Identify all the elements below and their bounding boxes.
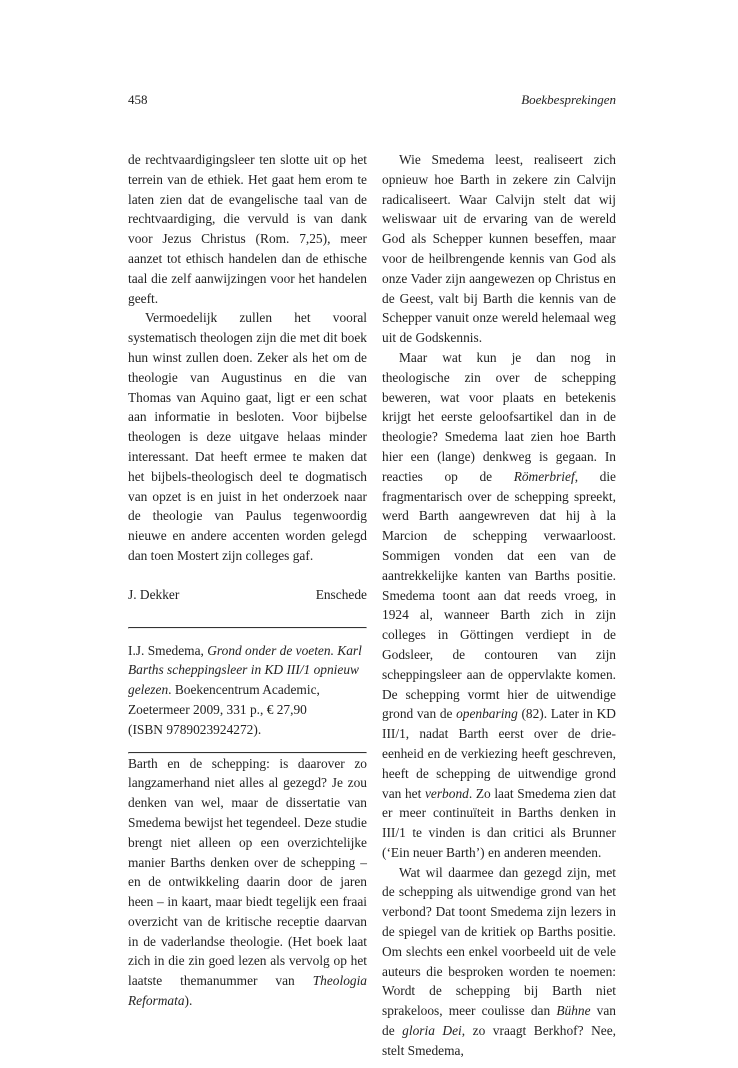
left-paragraph-3-text: Barth en de schepping: is daarover zo langzamerhand niet alles al gezegd? Je zou denken van wel, maar de dissertatie van Smedema bewijst het tegendeel. Deze studie brengt niet alleen op een overzichtelijke manier Barths denken over de schepping – en de ontwikkeling daarin door de jaren heen – in kaart, maar biedt tegelijk een fraai overzicht van de kritische receptie daarvan in de vaderlandse theologie. (Het boek laat zich in die zin goed lezen als vervolg op het laatste themanummer van — [128, 755, 367, 989]
right-paragraph-2-part-c: (82). Later in KD III/1, nadat Barth eerst over de drie-eenheid en de verkiezing heeft geschreven, heeft de schepping de uitwendige grond van het — [382, 706, 616, 801]
left-paragraph-1: de rechtvaardigingsleer ten slotte uit op het terrein van de ethiek. Het gaat hem erom te laten zien dat de evangelische taal van de rechtvaardiging, die vervuld is van dank voor Jezus Christus (Rom. 7,25), meer aanzet tot ethisch handelen dan de ethische taal die zelf aanwijzingen voor het handelen geeft. — [128, 152, 367, 306]
right-paragraph-2-part-d: . Zo laat Smedema zien dat er meer continuïteit in Barths denken in III/1 te vinden is dan critici als Brunner (‘Ein neuer Barth’) en anderen meenden. — [382, 785, 616, 860]
verbond-term: verbond — [424, 785, 469, 801]
right-paragraph-2-part-b: , die fragmentarisch over de schepping spreekt, werd Barth aangewreven dat hij à la Marcion de schepping verwaarloost. Sommigen vonden dat een van de aantrekkelijke kanten van Barths positie. Smedema toont aan dat reeds vroeg, in 1924 al, wanneer Barth zich in zijn colleges in Göttingen verdiept in de Godsleer, de contouren van zijn scheppingsleer aan de oppervlakte komen. De schepping vormt hier de uitwendige grond van de — [382, 468, 616, 722]
page-header — [128, 92, 616, 110]
reviewer-place: Enschede — [315, 586, 367, 602]
right-paragraph-3-part-b: van de — [382, 1003, 616, 1039]
book-citation — [128, 641, 367, 740]
citation-author: I.J. Smedema, — [128, 642, 204, 658]
left-paragraph-3-end: ). — [184, 993, 193, 1009]
right-paragraph-2 — [382, 348, 616, 863]
right-paragraph-2-part-a: Maar wat kun je dan nog in theologische zin over de schepping beweren, wat voor plaats en betekenis krijgt het eerste geloofsartikel dan in de theologie? Smedema laat zien hoe Barth hier een (lange) denkweg is gegaan. In reacties op de — [382, 349, 616, 484]
right-paragraph-1: Wie Smedema leest, realiseert zich opnieuw hoe Barth in zekere zin Calvijn radicaliseert. Waar Calvijn stelt dat wij weliswaar uit de ervaring van de wereld God als Schepper kunnen beseffen, maar voor de heilbrengende kennis van God als onze Vader zijn aangewezen op Christus en de Geest, valt bij Barth die kennis van de Schepper vanuit onze wereld helemaal weg uit de Godskennis. — [382, 152, 616, 346]
page-number: 458 — [128, 92, 148, 107]
gloria-dei-term: gloria Dei — [402, 1023, 462, 1039]
reviewer-signature — [128, 585, 367, 605]
citation-publisher: . Boekencentrum Academic, Zoetermeer 2009, 331 p., € 27,90 — [128, 682, 320, 717]
journal-title: Theologia Reformata — [128, 973, 367, 1009]
right-paragraph-3-part-c: , zo vraagt Berkhof? Nee, stelt Smedema, — [382, 1023, 617, 1058]
left-column — [128, 150, 367, 1011]
right-paragraph-3 — [382, 863, 616, 1061]
reviewer-name: J. Dekker — [128, 586, 180, 602]
running-head: Boekbesprekingen — [521, 92, 616, 107]
right-paragraph-3-part-a: Wat wil daarmee dan gezegd zijn, met de schepping als uitwendige grond van het verbond? Dat toont Smedema zijn lezers in de spiegel van de kritiek op Barths positie. Om slechts een enkel voorbeeld uit de vele auteurs die besproken worden te noemen: Wordt de schepping bij Barth niet sprakeloos, meer coulisse dan — [382, 864, 616, 1019]
citation-top-rule — [128, 627, 367, 629]
citation-title: Grond onder de voeten. Karl Barths scheppingsleer in KD III/1 opnieuw gelezen — [128, 642, 362, 698]
openbaring-term: openbaring — [456, 706, 518, 722]
citation-isbn: (ISBN 9789023924272). — [128, 721, 262, 737]
right-column — [382, 150, 616, 1061]
romerbrief-title: Römerbrief — [513, 468, 575, 484]
left-paragraph-3 — [128, 754, 367, 1011]
left-paragraph-2: Vermoedelijk zullen het vooral systematisch theologen zijn die met dit boek hun winst zullen doen. Zeker als het om de theologie van Augustinus en die van Thomas van Aquino gaat, ligt er een schat aan informatie in besloten. Voor bijbelse theologen is deze uitgave helaas minder interessant. Dat heeft ermee te maken dat het bijbels-theologisch deel te dogmatisch van opzet is en juist in het onderzoek naar de theologie van Paulus tegenwoordig nieuwe en andere accenten worden gelegd dan toen Mostert zijn colleges gaf. — [128, 310, 367, 563]
buhne-term: Bühne — [556, 1003, 591, 1019]
